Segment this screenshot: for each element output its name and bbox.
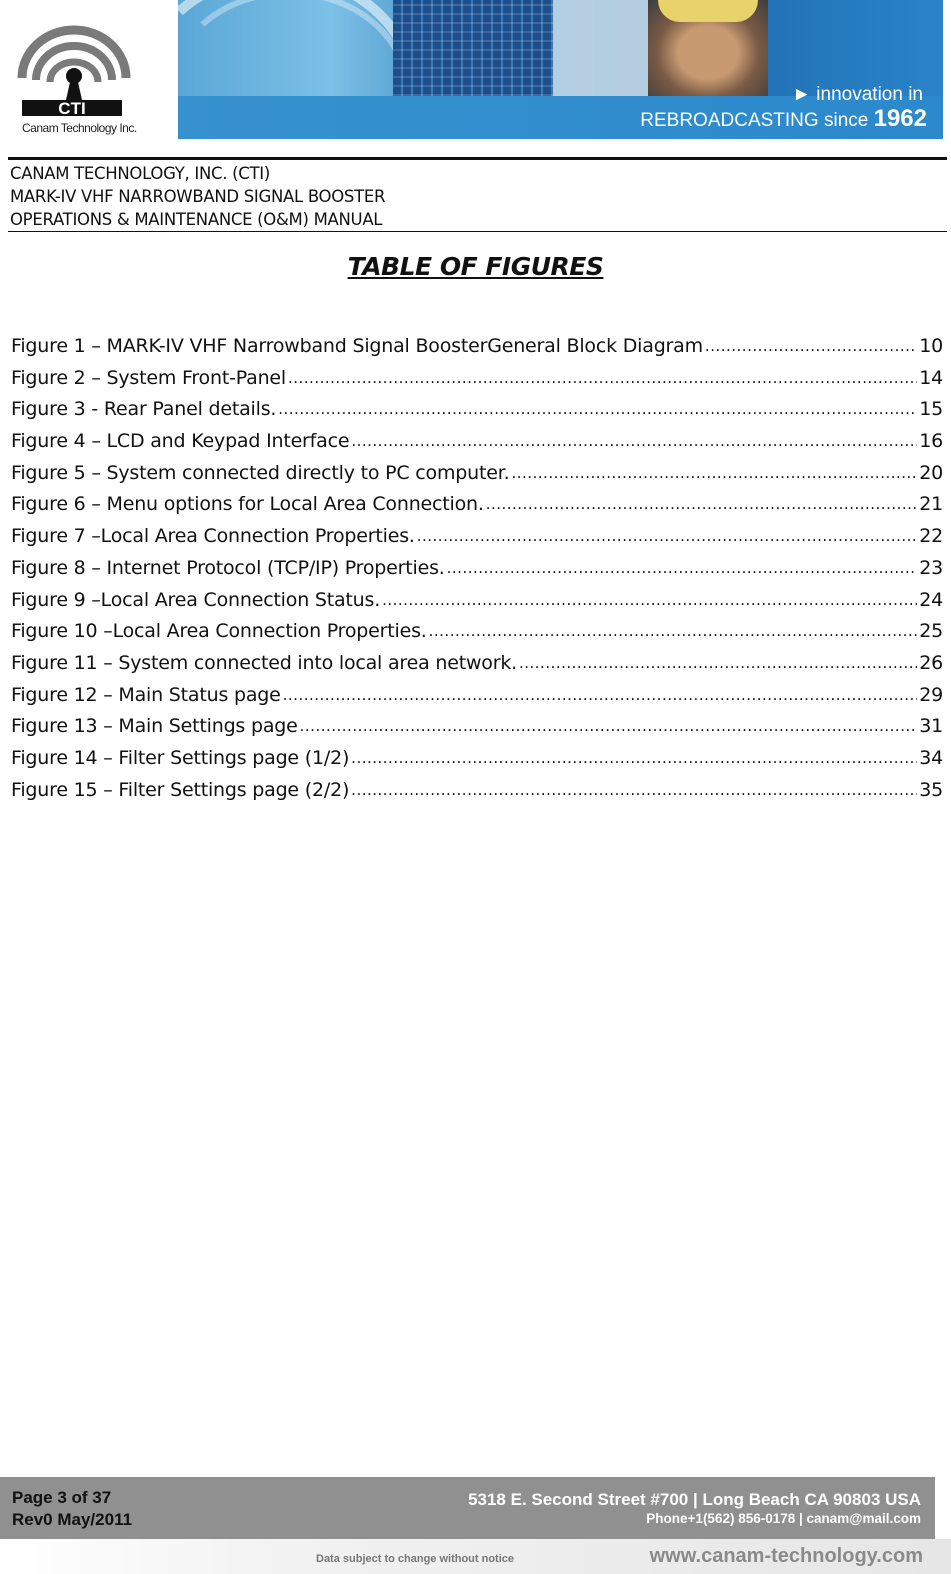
cti-logo bbox=[0, 0, 160, 145]
tagline-rebroadcasting-word: REBROADCASTING bbox=[640, 110, 819, 131]
figure-entry-page: 10 bbox=[919, 335, 943, 357]
header-banner bbox=[0, 0, 951, 145]
footer-contact: Phone+1(562) 856-0178 | canam@mail.com bbox=[646, 1511, 921, 1526]
dot-leader bbox=[351, 777, 917, 796]
figure-entry-page: 35 bbox=[919, 778, 943, 801]
dot-leader bbox=[278, 396, 917, 415]
figure-entry-label: Figure 11 – System connected into local area network. bbox=[11, 651, 517, 674]
tagline-innovation: ► innovation in bbox=[792, 84, 923, 105]
page-number: Page 3 of 37 bbox=[12, 1488, 112, 1507]
figure-entry-page: 23 bbox=[919, 556, 943, 579]
figure-entry-label: Figure 8 – Internet Protocol (TCP/IP) Properties. bbox=[11, 556, 445, 579]
figure-entry[interactable] bbox=[11, 365, 943, 397]
figure-entry-label: Figure 4 – LCD and Keypad Interface bbox=[11, 430, 350, 453]
dot-leader bbox=[429, 618, 918, 637]
figure-entry-page: 34 bbox=[919, 746, 943, 769]
footer-address: 5318 E. Second Street #700 | Long Beach CA 90803 USA bbox=[468, 1490, 921, 1509]
figure-entry[interactable] bbox=[11, 618, 943, 650]
figure-entry[interactable] bbox=[11, 682, 943, 714]
figure-entry-label: Figure 1 – MARK-IV VHF Narrowband Signal BoosterGeneral Block Diagram bbox=[11, 335, 703, 357]
dot-leader bbox=[351, 428, 917, 447]
figure-entry-label: Figure 2 – System Front-Panel bbox=[11, 366, 286, 389]
dot-leader bbox=[511, 460, 917, 479]
figure-entry[interactable] bbox=[11, 428, 943, 460]
figure-entry[interactable] bbox=[11, 745, 943, 777]
dot-leader bbox=[382, 587, 917, 606]
figure-entry-page: 25 bbox=[919, 620, 943, 643]
figure-entry-page: 15 bbox=[919, 398, 943, 421]
figure-entry-page: 14 bbox=[919, 366, 943, 389]
figure-entry[interactable] bbox=[11, 460, 943, 492]
figure-entry-page: 29 bbox=[919, 683, 943, 706]
revision: Rev0 May/2011 bbox=[12, 1510, 133, 1529]
figure-entry[interactable] bbox=[11, 491, 943, 523]
dot-leader bbox=[519, 650, 917, 669]
figure-entry[interactable] bbox=[11, 333, 943, 365]
figure-entry-label: Figure 15 – Filter Settings page (2/2) bbox=[11, 778, 350, 801]
figure-entry-page: 20 bbox=[919, 461, 943, 484]
product-line: MARK-IV VHF NARROWBAND SIGNAL BOOSTER bbox=[10, 187, 386, 206]
header-bottom-divider bbox=[8, 231, 947, 232]
footer-page-info bbox=[12, 1487, 132, 1531]
dot-leader bbox=[288, 365, 917, 384]
figure-entry-page: 31 bbox=[919, 715, 943, 738]
document-header bbox=[10, 162, 385, 231]
figure-entry-label: Figure 7 –Local Area Connection Properties. bbox=[11, 525, 415, 548]
dot-leader bbox=[705, 333, 917, 352]
figure-entry[interactable] bbox=[11, 713, 943, 745]
figure-entry[interactable] bbox=[11, 396, 943, 428]
dot-leader bbox=[351, 745, 917, 764]
page-title: TABLE OF FIGURES bbox=[347, 252, 604, 281]
manual-line: OPERATIONS & MAINTENANCE (O&M) MANUAL bbox=[10, 210, 383, 229]
figure-entry-page: 26 bbox=[919, 651, 943, 674]
figure-entry-label: Figure 5 – System connected directly to PC computer. bbox=[11, 461, 510, 484]
tagline-rebroadcasting bbox=[640, 105, 927, 133]
figure-entry-page: 24 bbox=[919, 588, 943, 611]
footer-notice: Data subject to change without notice bbox=[316, 1553, 515, 1565]
figure-entry[interactable] bbox=[11, 555, 943, 587]
figure-entry-label: Figure 10 –Local Area Connection Properties. bbox=[11, 620, 427, 643]
figures-list bbox=[11, 333, 943, 808]
dot-leader bbox=[300, 713, 918, 732]
tagline-since: since bbox=[823, 110, 869, 131]
figure-entry-label: Figure 6 – Menu options for Local Area Connection. bbox=[11, 493, 484, 516]
figure-entry-label: Figure 3 - Rear Panel details. bbox=[11, 398, 277, 421]
dot-leader bbox=[417, 523, 917, 542]
dot-leader bbox=[447, 555, 918, 574]
footer-website-link[interactable]: www.canam-technology.com bbox=[649, 1545, 923, 1567]
logo-company-name: Canam Technology Inc. bbox=[22, 121, 137, 135]
header-divider bbox=[8, 157, 947, 160]
figure-entry[interactable] bbox=[11, 587, 943, 619]
figure-entry[interactable] bbox=[11, 777, 943, 809]
figure-entry-page: 16 bbox=[919, 430, 943, 453]
figure-entry-label: Figure 14 – Filter Settings page (1/2) bbox=[11, 746, 350, 769]
company-line: CANAM TECHNOLOGY, INC. (CTI) bbox=[10, 164, 270, 183]
figure-entry-page: 21 bbox=[919, 493, 943, 516]
dot-leader bbox=[283, 682, 918, 701]
figure-entry-label: Figure 12 – Main Status page bbox=[11, 683, 281, 706]
figure-entry-page: 22 bbox=[919, 525, 943, 548]
figure-entry[interactable] bbox=[11, 523, 943, 555]
dot-leader bbox=[486, 491, 918, 510]
figure-entry-label: Figure 9 –Local Area Connection Status. bbox=[11, 588, 381, 611]
footer bbox=[0, 1477, 935, 1539]
figure-entry[interactable] bbox=[11, 650, 943, 682]
tagline-year: 1962 bbox=[873, 105, 927, 132]
figure-entry-label: Figure 13 – Main Settings page bbox=[11, 715, 298, 738]
svg-text:CTI: CTI bbox=[58, 99, 86, 118]
